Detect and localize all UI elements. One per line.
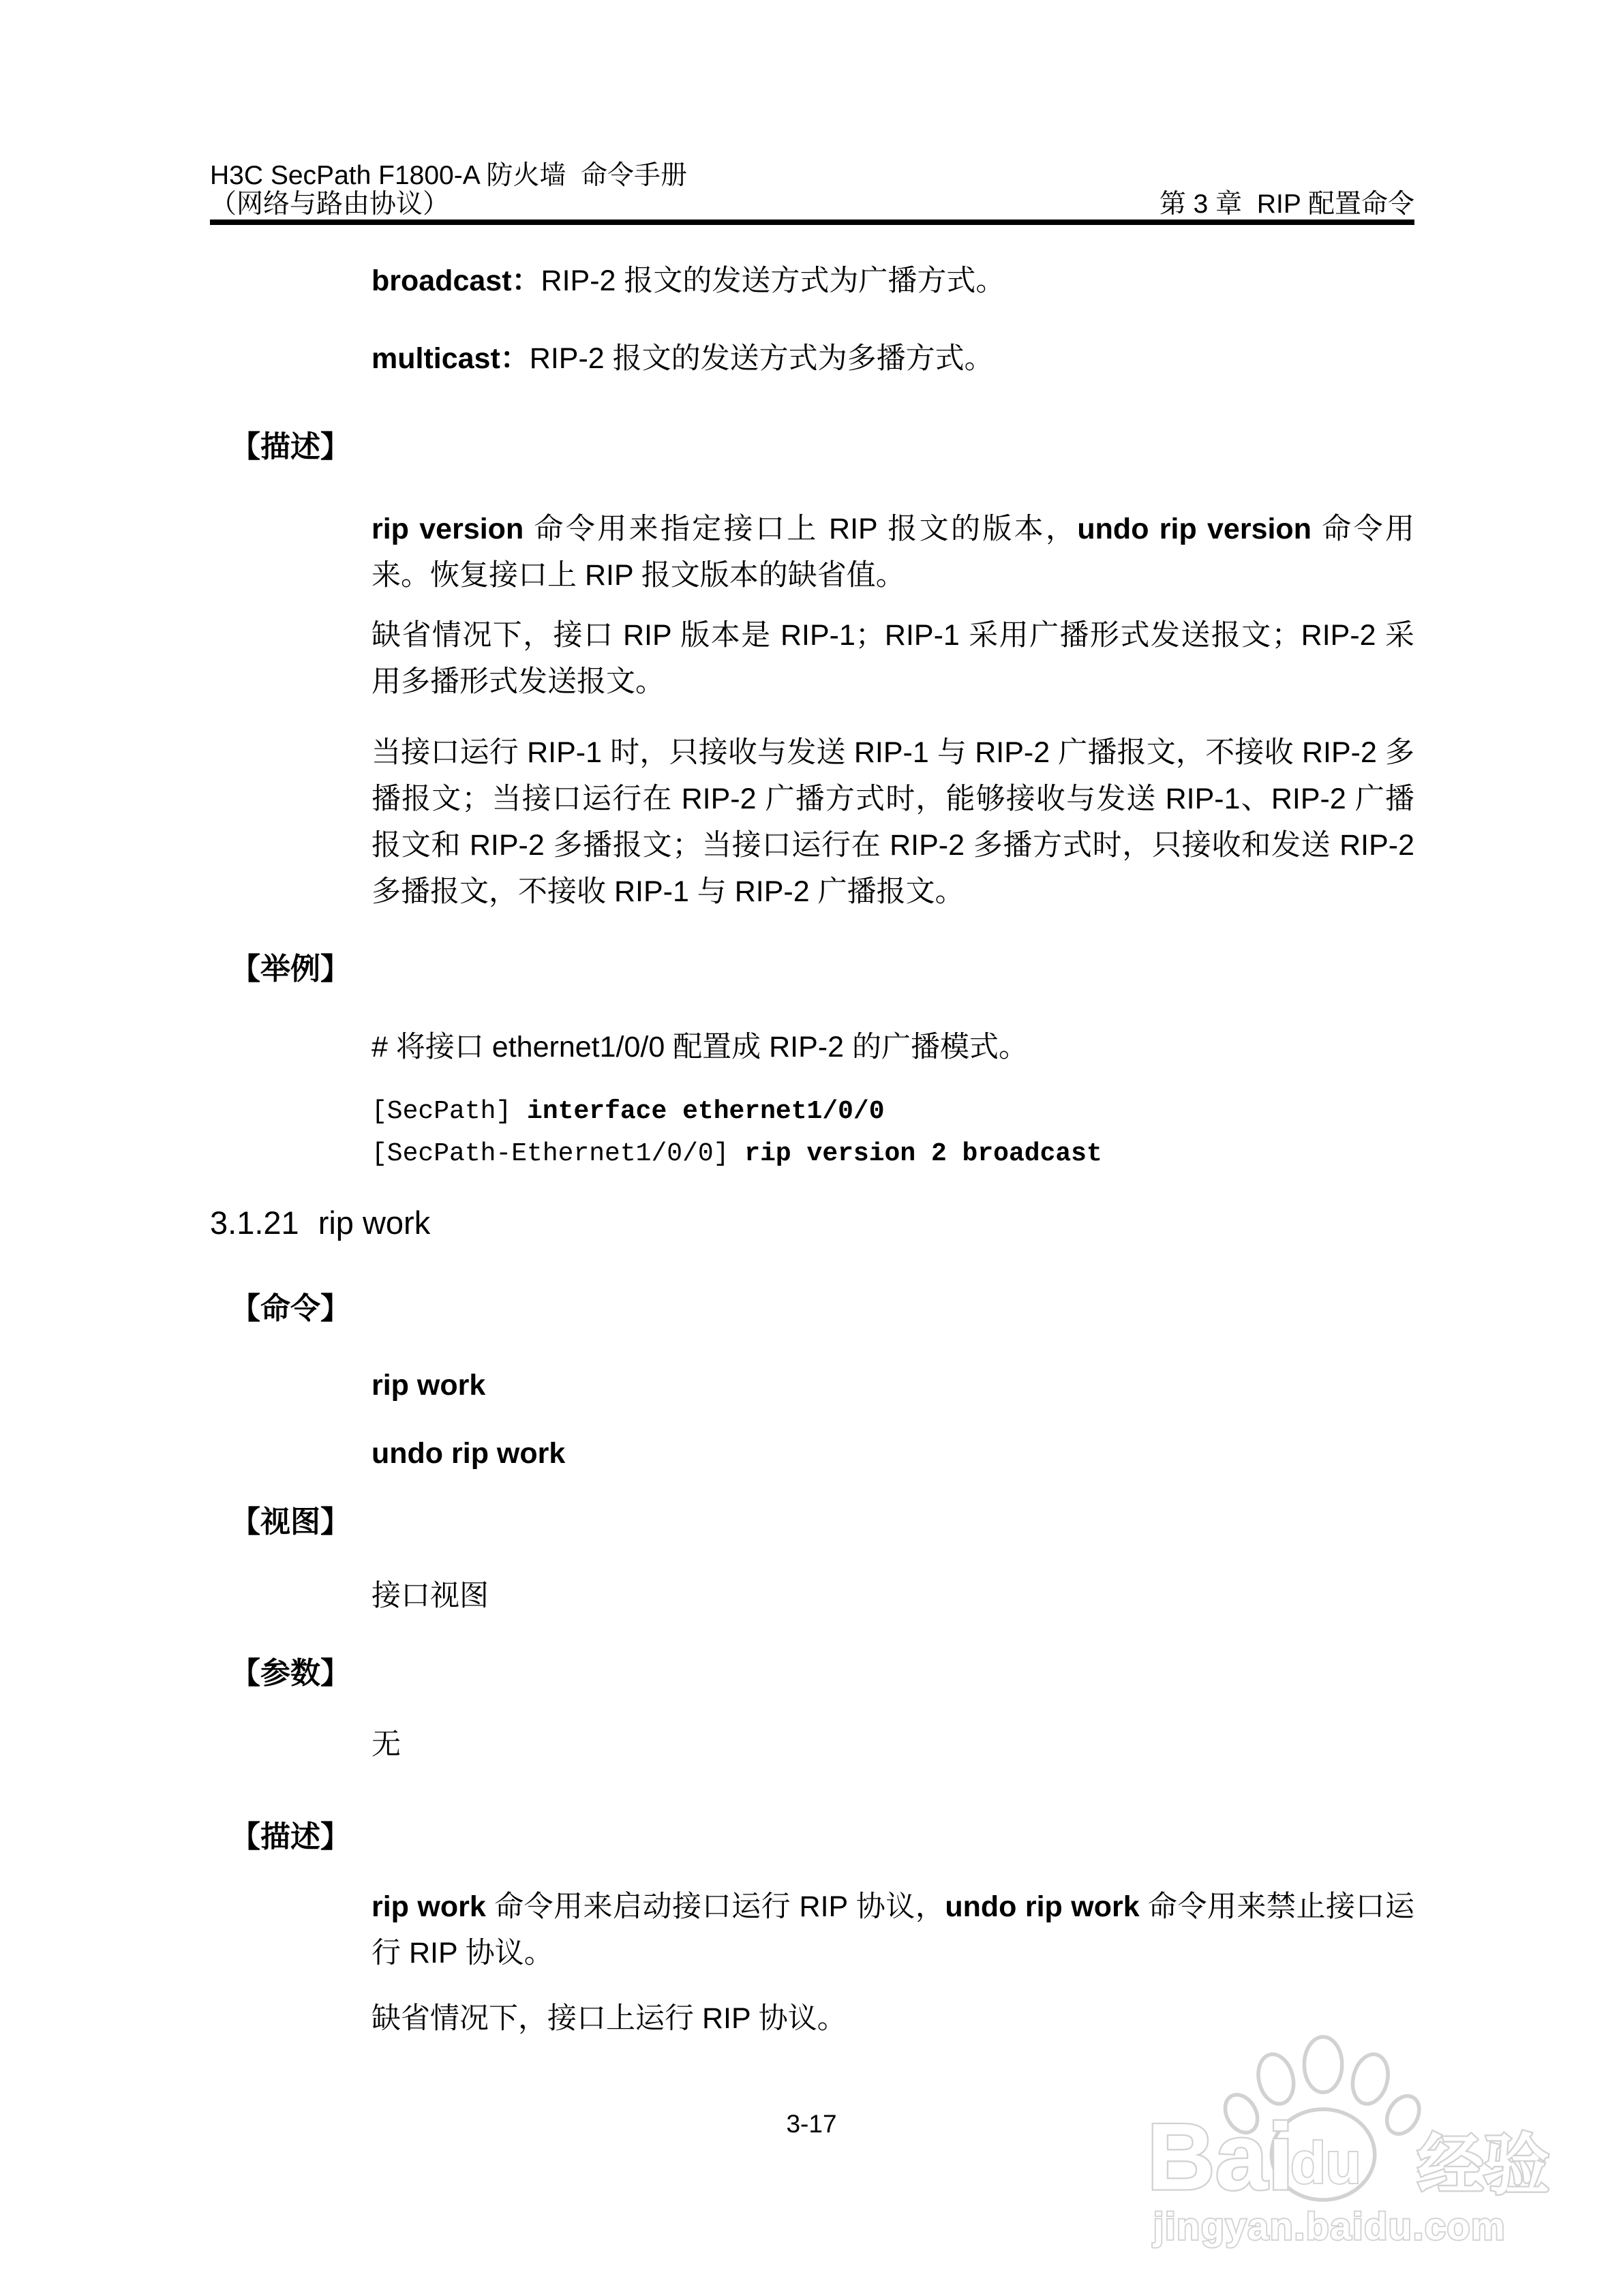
section-number: 3.1.21: [210, 1205, 299, 1241]
watermark-jingyan-cn: 经验: [1417, 2128, 1550, 2203]
example-description: # 将接口 ethernet1/0/0 配置成 RIP-2 的广播模式。: [371, 1031, 1028, 1063]
keyword-rip-version: rip version: [371, 513, 524, 545]
page-header: [210, 161, 1414, 225]
header-chapter-title: 第 3 章 RIP 配置命令: [1159, 190, 1414, 219]
description2-paragraph-1: [210, 1884, 1414, 1976]
description2-label: 【描述】: [230, 1820, 350, 1854]
description-paragraph-2: 缺省情况下，接口 RIP 版本是 RIP-1；RIP-1 采用广播形式发送报文；RIP-2 采用多播形式发送报文。: [371, 619, 1414, 698]
command-label: 【命令】: [230, 1292, 350, 1325]
param-broadcast-keyword: broadcast：: [371, 265, 541, 297]
description-paragraph-3: 当接口运行 RIP-1 时，只接收与发送 RIP-1 与 RIP-2 广播报文，不接收 RIP-2 多播报文；当接口运行在 RIP-2 广播方式时，能够接收与发送 RIP-1、RIP-2 广播报文和 RIP-2 多播报文；当接口运行在 RIP-2 多播方式时，只接收和发送 RIP-2 多播报文，不接收 RIP-1 与 RIP-2 广播报文。: [371, 736, 1414, 908]
keyword-undo-rip-work: undo rip work: [945, 1890, 1140, 1923]
section-heading-rip-work: [210, 1204, 1414, 1242]
watermark-du: du: [1290, 2130, 1361, 2196]
parameter-label: 【参数】: [230, 1657, 350, 1690]
watermark-url: jingyan.baidu.com: [1153, 2205, 1506, 2248]
description2-text-1: 命令用来启动接口运行 RIP 协议，: [485, 1890, 945, 1923]
header-line2: [210, 191, 1414, 218]
description-text-2: 命令用来。恢复接口上 RIP 报文版本的缺省值。: [371, 513, 1414, 592]
page-content: [210, 254, 1414, 2042]
header-manual-title: H3C SecPath F1800-A 防火墙 命令手册: [210, 161, 688, 190]
parameter-text: 无: [371, 1728, 401, 1761]
view-label: 【视图】: [230, 1505, 350, 1539]
code-command-1: interface ethernet1/0/0: [527, 1097, 885, 1126]
header-subtitle: （网络与路由协议）: [210, 190, 450, 219]
code-prompt-2: [SecPath-Ethernet1/0/0]: [371, 1139, 745, 1168]
watermark-bai: Bai: [1147, 2104, 1294, 2210]
description-text-1: 命令用来指定接口上 RIP 报文的版本，: [524, 513, 1078, 545]
param-multicast-desc: RIP-2 报文的发送方式为多播方式。: [529, 342, 994, 375]
page-number: 3-17: [786, 2110, 837, 2138]
code-prompt-1: [SecPath]: [371, 1097, 528, 1126]
description2-text-2: 命令用来禁止接口运行 RIP 协议。: [371, 1890, 1414, 1969]
description-label: 【描述】: [230, 430, 350, 464]
example-label: 【举例】: [230, 952, 350, 986]
param-multicast-keyword: multicast：: [371, 342, 530, 375]
code-command-2: rip version 2 broadcast: [744, 1139, 1102, 1168]
baidu-jingyan-logo: [1144, 2030, 1553, 2255]
description-paragraph-1: [210, 506, 1414, 599]
baidu-jingyan-watermark: [1144, 2030, 1553, 2255]
param-broadcast: [210, 258, 1414, 304]
view-text: 接口视图: [371, 1580, 489, 1612]
command-syntax-2: undo rip work: [371, 1437, 566, 1470]
keyword-undo-rip-version: undo rip version: [1077, 513, 1311, 545]
param-broadcast-desc: RIP-2 报文的发送方式为广播方式。: [541, 265, 1005, 297]
description2-paragraph-2: 缺省情况下，接口上运行 RIP 协议。: [371, 2002, 847, 2035]
header-rule: [210, 220, 1414, 225]
keyword-rip-work: rip work: [371, 1890, 486, 1923]
param-multicast: [210, 335, 1414, 382]
code-line-2: [371, 1133, 1414, 1175]
section-name: rip work: [318, 1205, 431, 1241]
example-code-block: [210, 1091, 1414, 1175]
code-line-1: [371, 1091, 1414, 1133]
command-syntax-1: rip work: [371, 1369, 486, 1402]
